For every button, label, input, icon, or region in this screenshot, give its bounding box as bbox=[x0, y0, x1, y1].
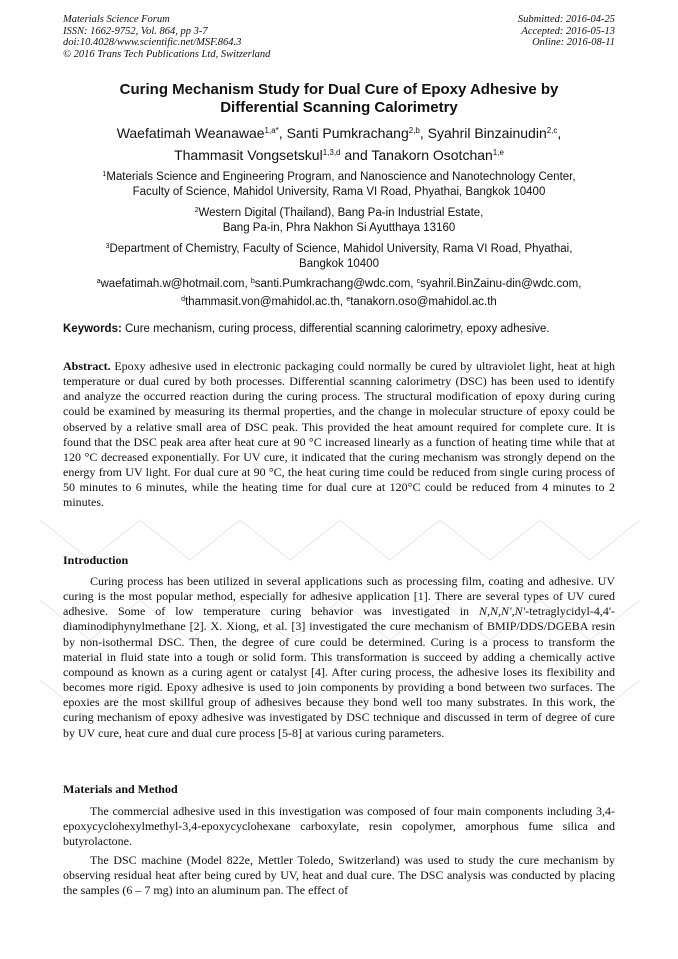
online-date: Online: 2016-08-11 bbox=[532, 37, 615, 48]
author-sup: 1,e bbox=[492, 148, 504, 157]
journal-doi[interactable]: doi:10.4028/www.scientific.net/MSF.864.3 bbox=[63, 37, 242, 48]
email-e[interactable]: tanakorn.oso@mahidol.ac.th bbox=[350, 296, 497, 308]
paper-title: Curing Mechanism Study for Dual Cure of Epoxy Adhesive by Differential Scanning Calorimetry bbox=[119, 81, 559, 116]
abstract-label: Abstract. bbox=[63, 359, 111, 373]
introduction-heading: Introduction bbox=[63, 553, 129, 567]
keywords bbox=[63, 322, 623, 337]
affiliation-1: $^1$Materials Science and Engineering Program, and Nanoscience and Nanotechnology Center, Faculty of Science, Mahidol University, Rama VI Road, Phyathai, Bangkok 10400 bbox=[102, 171, 576, 198]
author-name: Tanakorn Osotchan bbox=[371, 147, 493, 163]
journal-issn: ISSN: 1662-9752, Vol. 864, pp 3-7 bbox=[63, 25, 208, 37]
email-c[interactable]: syahril.BinZainu-din@wdc.com, bbox=[420, 278, 582, 290]
affiliation-2: $^2$Western Digital (Thailand), Bang Pa-in Industrial Estate, Bang Pa-in, Phra Nakhon Si Ayutthaya 13160 bbox=[194, 207, 484, 234]
email-list: $^a$waefatimah.w@hotmail.com, $^b$santi.Pumkrachang@wdc.com, $^c$syahril.BinZainu-din@wdc.com, $^d$thammasit.von@mahidol.ac.th, $^e$tanakorn.oso@mahidol.ac.th bbox=[96, 278, 582, 308]
abstract-text: Epoxy adhesive used in electronic packaging could normally be cured by ultraviolet light, heat at high temperature or dual cured by both processes. Differential scanning calorimetry (DSC) has been used to identify and analyze the occurred reaction during the curing process. The structural modification of epoxy during curing could be examined by measuring its thermal properties, and the change in molecular structure of epoxy could be observed by a relative small area of DSC peak. This provided the heat amount required for complete cure. It is found that the DSC peak area after heat cure at 90 °C increased linearly as a function of heating time while that at 120 °C decreased exponentially. For UV cure, it indicated that the curing mechanism was strongly depend on the energy from UV light. For dual cure at 90 °C, the heat curing time could be reduced from single curing process of 50 minutes to 6 minutes, while the heating time for dual cure at 120°C could be reduced from 4 minutes to 2 minutes. bbox=[63, 359, 615, 510]
author-name: Waefatimah Weanawae bbox=[116, 125, 265, 141]
author-sup: 1,3,d bbox=[322, 148, 341, 157]
materials-paragraph-2: The DSC machine (Model 822e, Mettler Toledo, Switzerland) was used to study the cure mechanism by observing residual heat after being cured by UV, heat and dual cure. The DSC analysis was conducted by placing the samples (6 – 7 mg) into an aluminum pan. The effect of bbox=[63, 853, 615, 898]
author-list: Waefatimah Weanawae$^{1,a*}$, Santi Pumkrachang$^{2,b}$, Syahril Binzainudin$^{2,c}$, Thammasit Vongsetskul$^{1,3,d}$ and Tanakorn Osotchan$^{1,e}$ bbox=[116, 125, 562, 163]
submission-dates bbox=[518, 14, 615, 49]
keywords-label: Keywords: bbox=[63, 323, 122, 335]
introduction-paragraph: Curing process has been utilized in several applications such as processing film, coating and adhesive. UV curing is the most popular method, especially for adhesive application [1]. There are several types of UV cured adhesive. Some of low temperature curing behavior was investigated in N,N,N',N'-tetraglycidyl-4,4'-diaminodiphynylmethane [2]. X. Xiong, et al. [3] investigated the cure mechanism of BMIP/DDS/DGEBA resin by non-isothermal DSC. Then, the degree of cure could be determined. Curing is a process to transform the material in fluid state into a tough or solid form. This transformation is succeed by adding a chemically active compound as known as a curing agent or catalyst [4]. After curing process, the adhesive loses its flexibility and becomes more rigid. Epoxy adhesive is used to join components by providing a bond between two surfaces. The epoxies are the most skillful group of adhesives because they bond well too many substrates. In this work, the curing mechanism of epoxy adhesive was investigated by DSC technique and discussed in term of degree of cure by UV cure, heat cure and dual cure process [5-8] at various curing parameters. bbox=[63, 574, 615, 740]
author-sup: 1,a* bbox=[264, 126, 279, 135]
accepted-date: Accepted: 2016-05-13 bbox=[521, 25, 615, 37]
journal-name: Materials Science Forum bbox=[63, 14, 170, 25]
email-a[interactable]: waefatimah.w@hotmail.com, bbox=[100, 278, 248, 290]
submitted-date: Submitted: 2016-04-25 bbox=[517, 14, 615, 25]
author-name: Santi Pumkrachang bbox=[286, 125, 409, 141]
author-sup: 2,c bbox=[546, 126, 558, 135]
affiliation-3: $^3$Department of Chemistry, Faculty of Science, Mahidol University, Rama VI Road, Phyathai, Bangkok 10400 bbox=[105, 243, 573, 270]
author-name: Thammasit Vongsetskul bbox=[174, 147, 323, 163]
materials-paragraph-1: The commercial adhesive used in this investigation was composed of four main components including 3,4-epoxycyclohexylmethyl-3,4-epoxycyclohexane carboxylate, resin copolymer, amorphous fume silica and butyrolactone. bbox=[63, 804, 615, 849]
abstract bbox=[63, 359, 615, 511]
materials-method-heading: Materials and Method bbox=[63, 782, 178, 796]
author-sup: 2,b bbox=[408, 126, 420, 135]
journal-info bbox=[63, 14, 270, 60]
email-d[interactable]: thammasit.von@mahidol.ac.th, bbox=[185, 296, 344, 308]
email-b[interactable]: santi.Pumkrachang@wdc.com, bbox=[254, 278, 414, 290]
keywords-text: Cure mechanism, curing process, differential scanning calorimetry, epoxy adhesive. bbox=[121, 323, 550, 335]
journal-copyright: © 2016 Trans Tech Publications Ltd, Switzerland bbox=[63, 48, 271, 60]
author-name: Syahril Binzainudin bbox=[427, 125, 547, 141]
